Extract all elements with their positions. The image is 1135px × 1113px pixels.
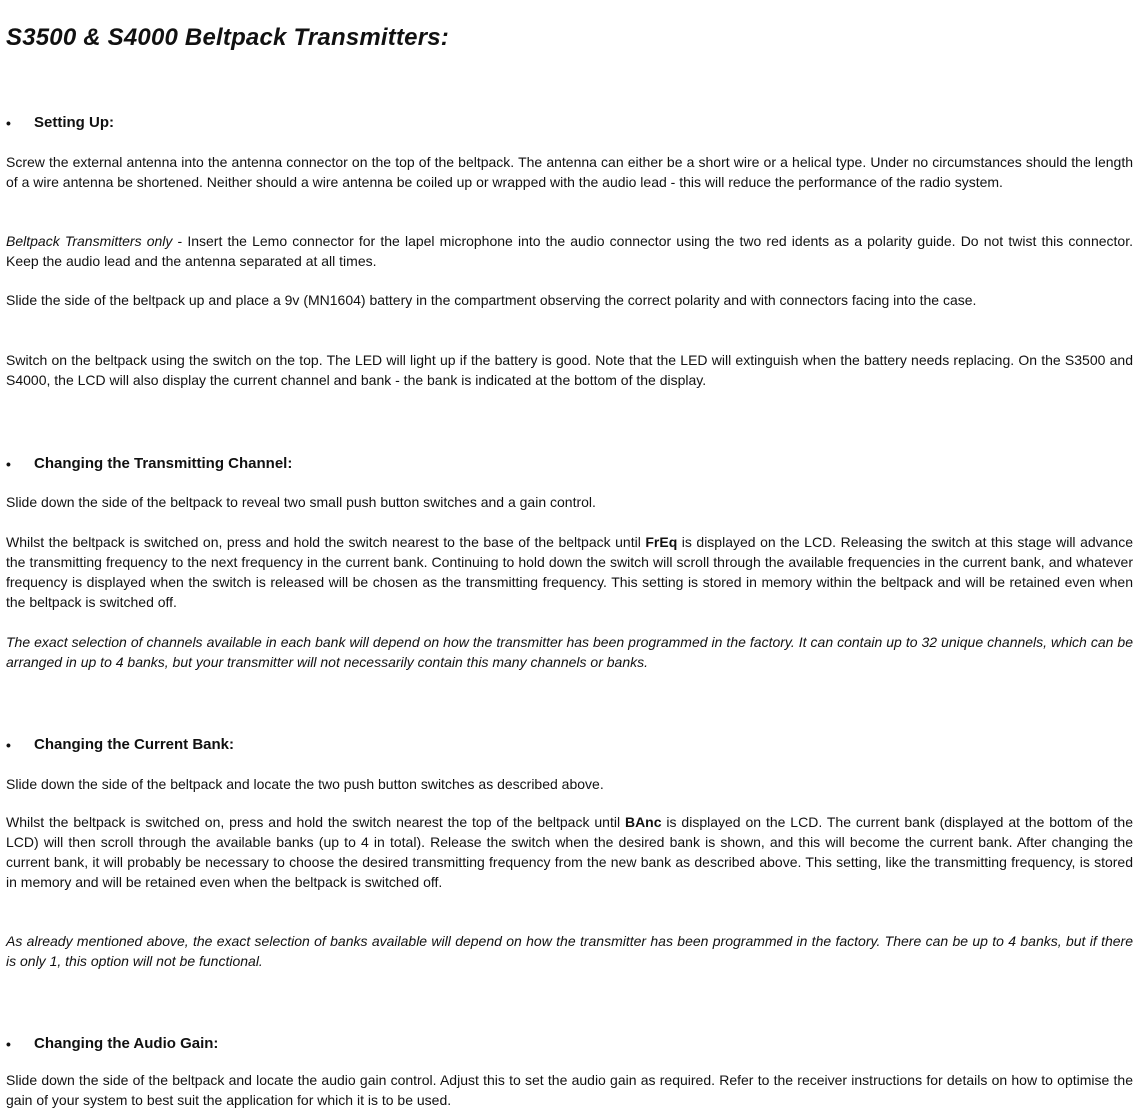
bank-paragraph-3: As already mentioned above, the exact selection of banks available will depend on how the transmitter has been programmed in the factory. There can be up to 4 banks, but if there is only 1, this option will not be functional. <box>6 933 1133 969</box>
bullet-glyph: • <box>6 736 11 753</box>
beltpack-only-note: Beltpack Transmitters only <box>6 233 173 249</box>
bank-paragraph-1: Slide down the side of the beltpack and locate the two push button switches as described above. <box>6 776 604 792</box>
heading-label: Changing the Transmitting Channel: <box>34 455 293 472</box>
lcd-banc-label: BAnc <box>624 814 662 830</box>
channel-paragraph-1: Slide down the side of the beltpack to reveal two small push button switches and a gain control. <box>6 494 596 510</box>
gain-paragraph-1: Slide down the side of the beltpack and locate the audio gain control. Adjust this to set the audio gain as required. Refer to the receiver instructions for details on how to optimise the gain of your system to best suit the application for which it is to be used. <box>6 1072 1133 1108</box>
heading-label: Changing the Current Bank: <box>34 736 235 753</box>
channel-paragraph-3: The exact selection of channels available in each bank will depend on how the transmitter has been programmed in the factory. It can contain up to 32 unique channels, which can be arranged in up to 4 banks, but your transmitter will not necessarily contain this many channels or banks. <box>6 634 1133 670</box>
heading-label: Changing the Audio Gain: <box>34 1035 219 1052</box>
paragraph-text: Whilst the beltpack is switched on, press and hold the switch nearest the top of the beltpack until <box>6 814 625 830</box>
setting-up-paragraph-2 <box>6 231 1133 271</box>
bullet-glyph: • <box>6 455 11 472</box>
paragraph-text: Whilst the beltpack is switched on, press and hold the switch nearest to the base of the beltpack until <box>6 534 646 550</box>
channel-paragraph-2 <box>6 532 1133 612</box>
setting-up-paragraph-1: Screw the external antenna into the antenna connector on the top of the beltpack. The antenna can either be a short wire or a helical type. Under no circumstances should the length of a wire antenna be shortened. Neither should a wire antenna be coiled up or wrapped with the audio lead - this will reduce the performance of the radio system. <box>6 154 1133 190</box>
paragraph-text: is displayed on the LCD. The current bank (displayed at the bottom of the LCD) will then scroll through the available banks (up to 4 in total). Release the switch when the desired bank is shown, and this will become the current bank. After changing the current bank, it will probably be necessary to choose the desired transmitting frequency from the new bank as described above. This setting, like the transmitting frequency, is stored in memory and will be retained even when the beltpack is switched off. <box>6 814 1133 890</box>
lcd-freq-label: FrEq <box>645 534 678 550</box>
heading-setting-up <box>6 114 114 131</box>
heading-label: Setting Up: <box>34 114 114 131</box>
setting-up-paragraph-4: Switch on the beltpack using the switch on the top. The LED will light up if the battery is good. Note that the LED will extinguish when the battery needs replacing. On the S3500 and S4000, the LCD will also display the current channel and bank - the bank is indicated at the bottom of the display. <box>6 352 1133 388</box>
paragraph-text: is displayed on the LCD. Releasing the switch at this stage will advance the transmitting frequency to the next frequency in the current bank. Continuing to hold down the switch will scroll through the available frequencies in the current bank, and whatever frequency is displayed when the switch is released will be chosen as the transmitting frequency. This setting is stored in memory within the beltpack and will be retained even when the beltpack is switched off. <box>6 534 1133 610</box>
bank-paragraph-2 <box>6 812 1133 892</box>
paragraph-text: - Insert the Lemo connector for the lapel microphone into the audio connector using the two red idents as a polarity guide. Do not twist this connector. Keep the audio lead and the antenna separated at all times. <box>6 233 1133 269</box>
document-title: S3500 & S4000 Beltpack Transmitters: <box>6 24 449 51</box>
setting-up-paragraph-3: Slide the side of the beltpack up and place a 9v (MN1604) battery in the compartment observing the correct polarity and with connectors facing into the case. <box>6 292 977 308</box>
heading-current-bank <box>6 736 234 753</box>
bullet-glyph: • <box>6 114 11 131</box>
heading-audio-gain <box>6 1035 218 1052</box>
bullet-glyph: • <box>6 1035 11 1052</box>
heading-transmitting-channel <box>6 455 292 472</box>
